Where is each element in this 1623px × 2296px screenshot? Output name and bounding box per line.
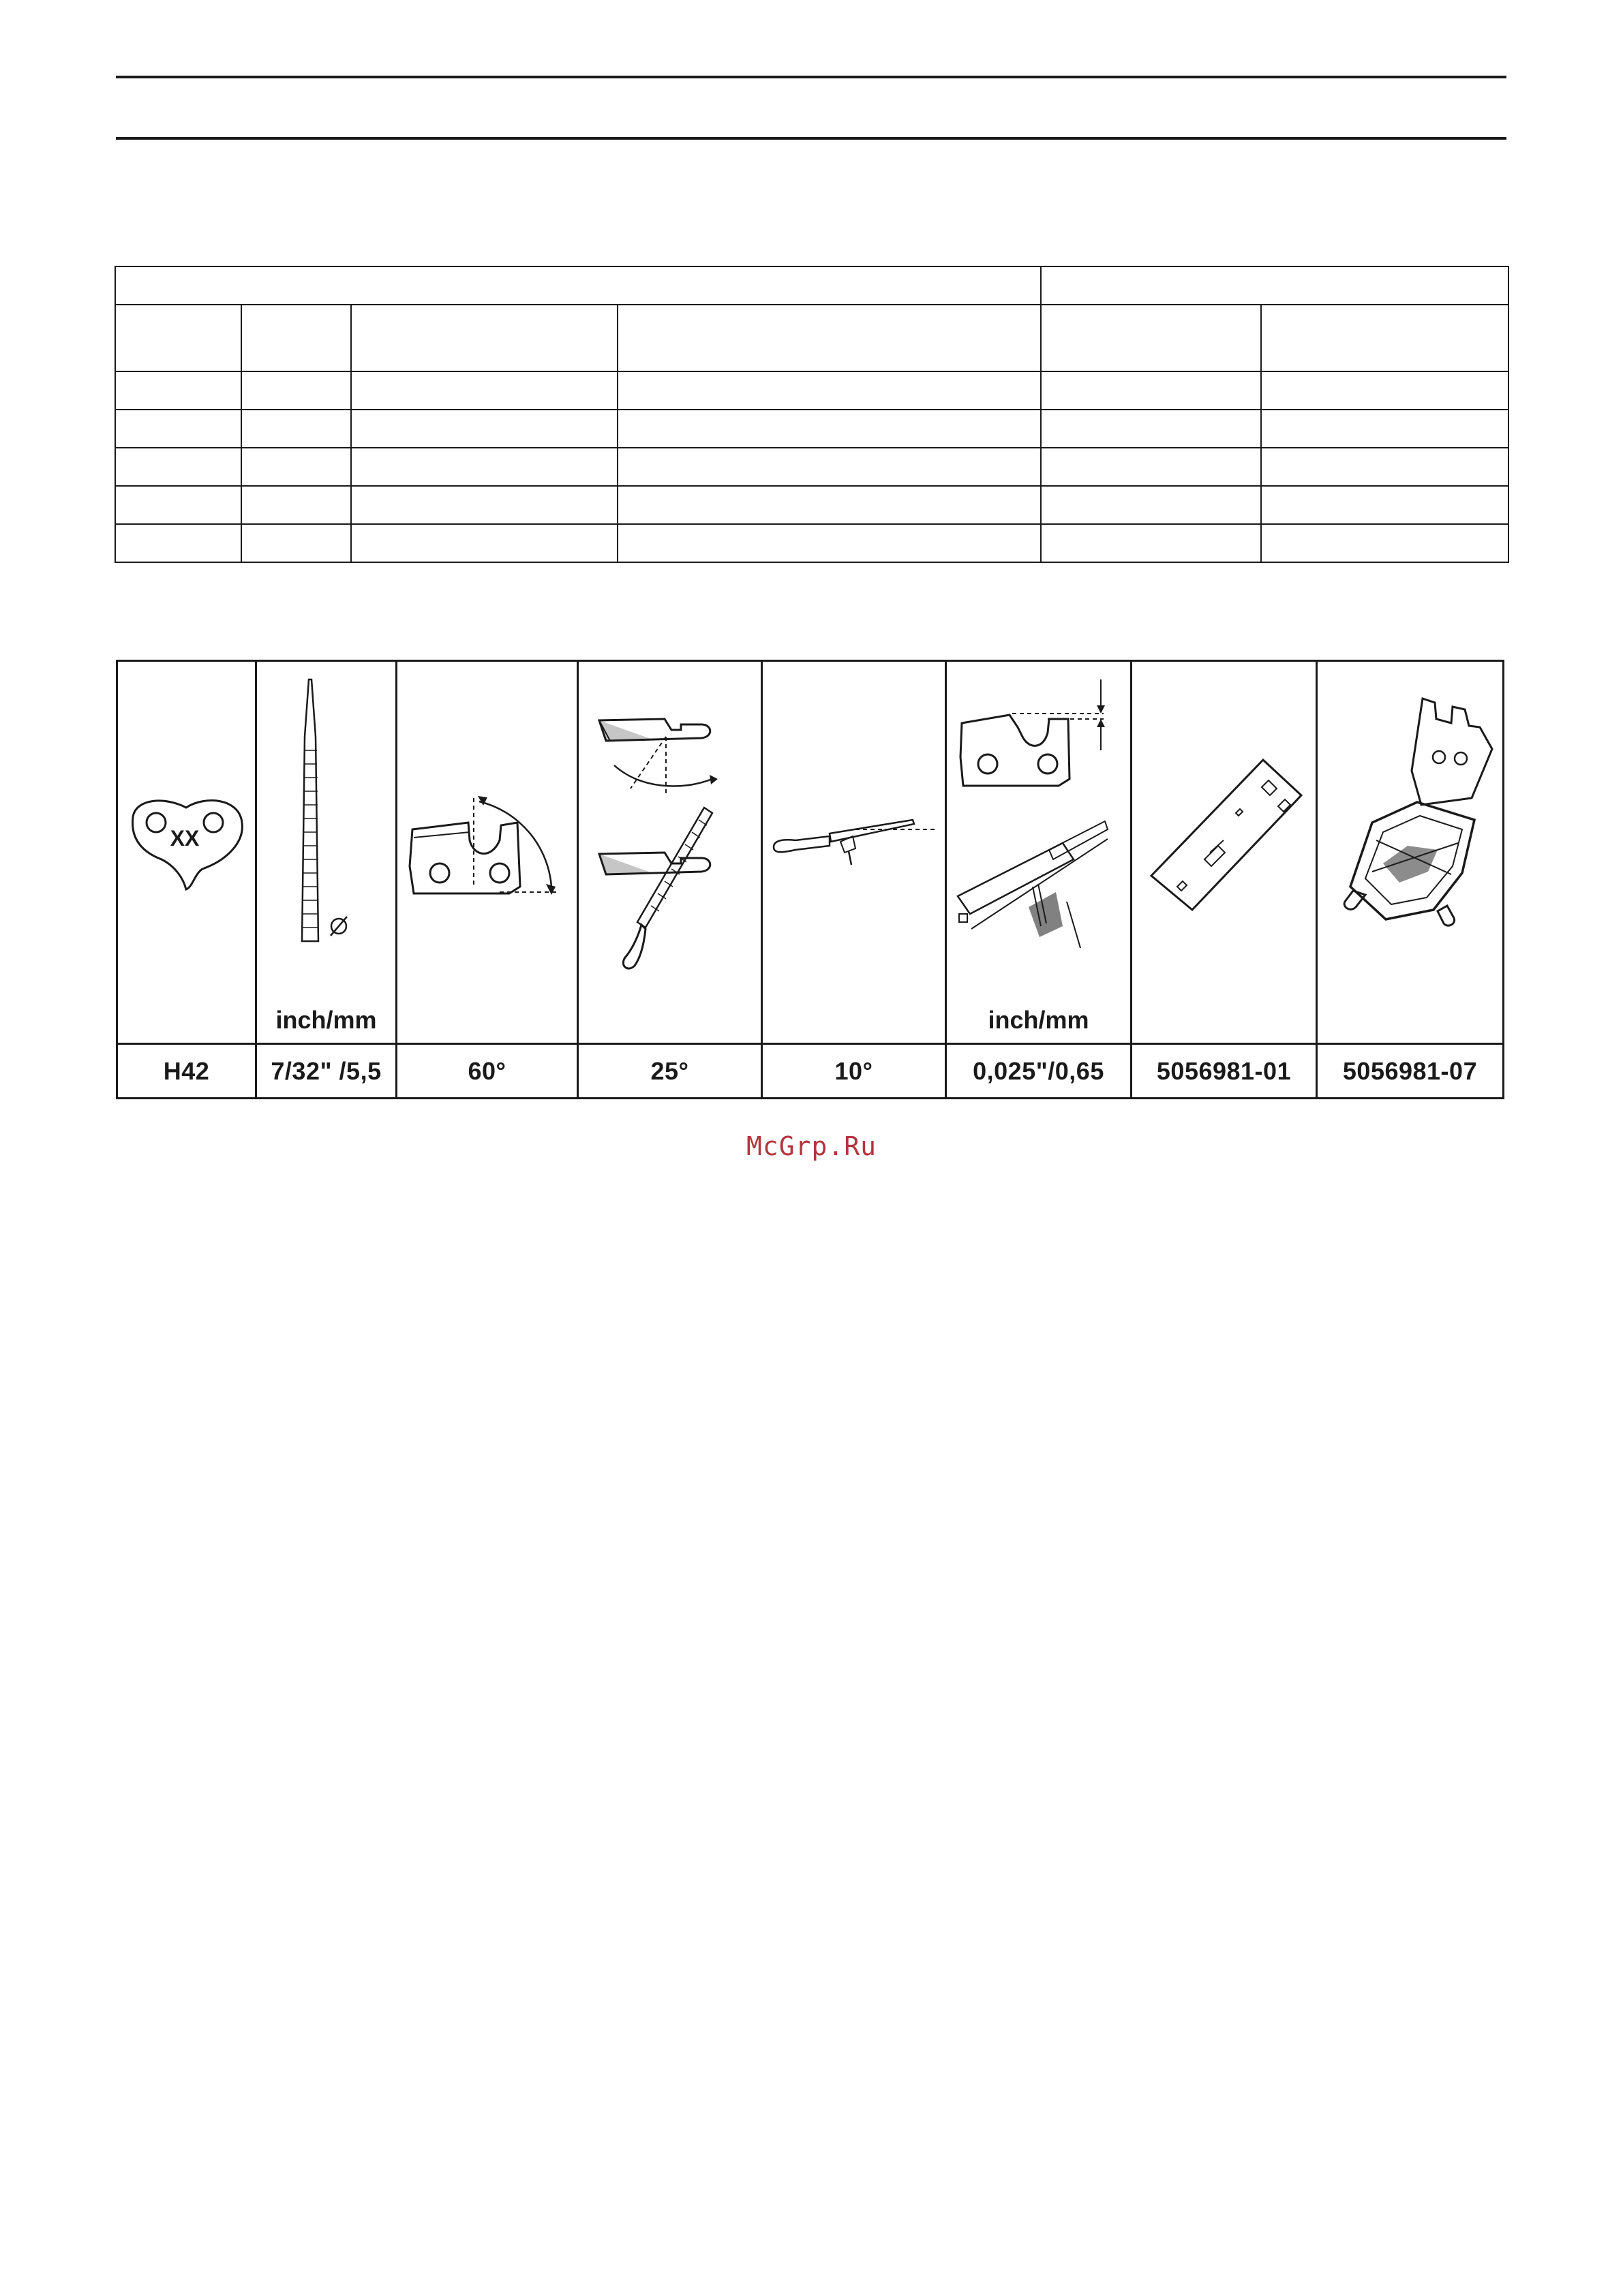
spec-cell — [618, 305, 1042, 371]
spec-cell — [241, 371, 350, 410]
spec-cell — [1041, 524, 1261, 562]
spec-cell — [1261, 410, 1508, 448]
spec-header-group-left — [115, 266, 1041, 305]
file-holder-tool-icon — [1318, 662, 1504, 1045]
cell-file-holder-number — [1317, 1044, 1504, 1099]
cell-file-holder-tool — [1317, 661, 1504, 1044]
spec-table-subheader-row — [115, 305, 1508, 371]
cell-depth-gauge-tool-number — [1132, 1044, 1317, 1099]
spec-table-row — [115, 524, 1508, 562]
spec-cell — [241, 524, 350, 562]
spec-cell — [115, 486, 241, 524]
cell-chain-type — [117, 1044, 256, 1099]
watermark: McGrp.Ru — [746, 1131, 877, 1161]
spec-table-header-row — [115, 266, 1508, 305]
chain-mark-icon — [118, 662, 257, 1045]
spec-cell — [1261, 524, 1508, 562]
header-rule-bottom — [116, 137, 1506, 140]
depth-gauge-icon — [947, 662, 1132, 1045]
filing-angle-icon — [579, 662, 763, 1045]
file-holder-number: 5056981-07 — [1342, 1056, 1478, 1085]
cell-chain-mark — [117, 661, 256, 1044]
spec-cell — [115, 371, 241, 410]
spec-cell — [241, 305, 350, 371]
spec-cell — [618, 524, 1042, 562]
spec-header-group-right — [1041, 266, 1508, 305]
spec-cell — [618, 410, 1042, 448]
spec-cell — [351, 410, 618, 448]
chain-type-value: H42 — [163, 1056, 210, 1085]
file-holder-angle-value: 10° — [834, 1056, 873, 1085]
spec-table-row — [115, 371, 1508, 410]
spec-cell — [1041, 486, 1261, 524]
cell-depth-gauge-value — [946, 1044, 1132, 1099]
depth-gauge-unit: inch/mm — [988, 1006, 1089, 1034]
depth-gauge-tool-icon — [1132, 662, 1318, 1045]
spec-cell — [351, 305, 618, 371]
cell-top-plate-angle — [397, 661, 578, 1044]
file-diameter-unit: inch/mm — [275, 1006, 377, 1034]
spec-cell — [1261, 486, 1508, 524]
spec-table-row — [115, 448, 1508, 486]
header-rule-top — [116, 76, 1506, 78]
illustration-row — [117, 661, 1504, 1044]
spec-cell — [1261, 371, 1508, 410]
spec-table-row — [115, 486, 1508, 524]
spec-cell — [618, 371, 1042, 410]
spec-cell — [1041, 305, 1261, 371]
spec-cell — [351, 524, 618, 562]
spec-cell — [115, 448, 241, 486]
top-plate-angle-icon — [397, 662, 579, 1045]
file-holder-angle-icon — [763, 662, 947, 1045]
round-file-icon — [257, 662, 397, 1045]
cell-filing-angle-value — [578, 1044, 762, 1099]
spec-cell — [1041, 410, 1261, 448]
filing-angle-value: 25° — [650, 1056, 689, 1085]
spec-cell — [351, 486, 618, 524]
cell-depth-gauge — [946, 661, 1132, 1044]
cell-depth-gauge-tool — [1132, 661, 1317, 1044]
cell-top-plate-angle-value — [397, 1044, 578, 1099]
sharpening-table — [116, 660, 1504, 1099]
depth-gauge-value: 0,025"/0,65 — [973, 1056, 1104, 1085]
spec-table — [115, 266, 1509, 563]
cell-round-file — [256, 661, 397, 1044]
spec-cell — [1041, 371, 1261, 410]
spec-cell — [351, 371, 618, 410]
file-diameter-value: 7/32" /5,5 — [271, 1056, 382, 1085]
spec-cell — [351, 448, 618, 486]
spec-cell — [115, 410, 241, 448]
spec-cell — [618, 448, 1042, 486]
top-plate-angle-value: 60° — [468, 1056, 506, 1085]
spec-cell — [1041, 448, 1261, 486]
spec-cell — [115, 524, 241, 562]
spec-cell — [241, 486, 350, 524]
spec-cell — [115, 305, 241, 371]
spec-cell — [241, 410, 350, 448]
spec-cell — [241, 448, 350, 486]
values-row — [117, 1044, 1504, 1099]
cell-file-holder-angle — [762, 661, 946, 1044]
spec-cell — [1261, 305, 1508, 371]
cell-filing-angle — [578, 661, 762, 1044]
cell-file-holder-angle-value — [762, 1044, 946, 1099]
cell-file-diameter — [256, 1044, 397, 1099]
spec-table-row — [115, 410, 1508, 448]
chain-mark-label: XX — [170, 826, 200, 851]
spec-cell — [618, 486, 1042, 524]
depth-gauge-tool-number: 5056981-01 — [1156, 1056, 1292, 1085]
spec-cell — [1261, 448, 1508, 486]
